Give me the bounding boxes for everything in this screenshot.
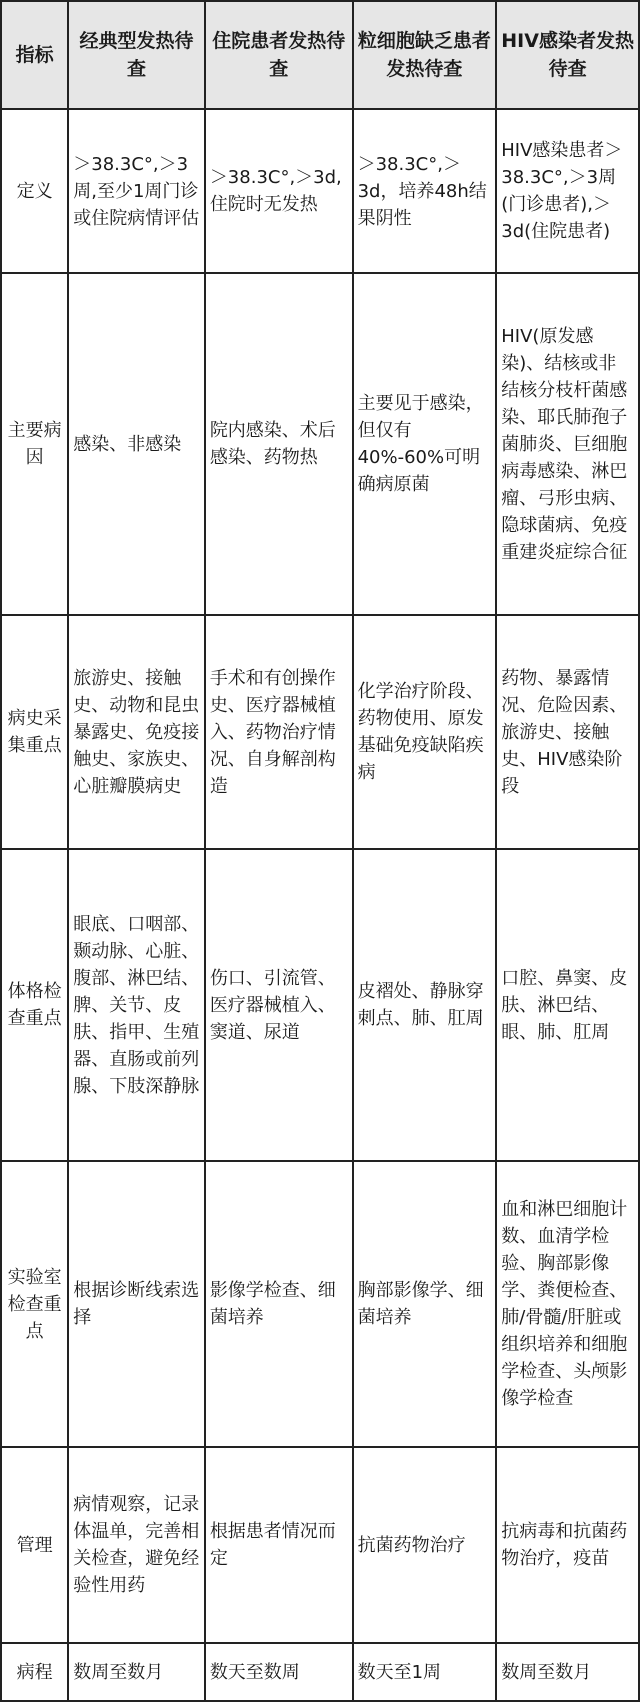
table-cell: 数天至数周 <box>205 1643 353 1701</box>
table-cell: 抗菌药物治疗 <box>353 1447 497 1643</box>
row-label: 病程 <box>1 1643 68 1701</box>
row-label: 实验室检查重点 <box>1 1161 68 1447</box>
table-cell: 感染、非感染 <box>68 273 205 615</box>
table-cell: HIV感染患者＞38.3C°,＞3周(门诊患者),＞3d(住院患者) <box>496 109 639 273</box>
table-cell: 院内感染、术后感染、药物热 <box>205 273 353 615</box>
header-row <box>1 1 639 109</box>
header-classic: 经典型发热待查 <box>68 1 205 109</box>
table-cell: 化学治疗阶段、药物使用、原发基础免疫缺陷疾病 <box>353 615 497 849</box>
row-label: 定义 <box>1 109 68 273</box>
table-row-course <box>1 1643 639 1701</box>
row-label: 病史采集重点 <box>1 615 68 849</box>
table-cell: 伤口、引流管、医疗器械植入、窦道、尿道 <box>205 849 353 1161</box>
table-cell: 血和淋巴细胞计数、血清学检验、胸部影像学、粪便检查、肺/骨髓/肝脏或组织培养和细胞学检查、头颅影像学检查 <box>496 1161 639 1447</box>
table-cell: 主要见于感染，但仅有40%-60%可明确病原菌 <box>353 273 497 615</box>
header-inpatient: 住院患者发热待查 <box>205 1 353 109</box>
table-cell: 抗病毒和抗菌药物治疗，疫苗 <box>496 1447 639 1643</box>
table-cell: ＞38.3C°,＞3周,至少1周门诊或住院病情评估 <box>68 109 205 273</box>
table-cell: 影像学检查、细菌培养 <box>205 1161 353 1447</box>
row-label: 体格检查重点 <box>1 849 68 1161</box>
table-row-definition <box>1 109 639 273</box>
table-cell: 数天至1周 <box>353 1643 497 1701</box>
table-cell: 数周至数月 <box>68 1643 205 1701</box>
table-row-history <box>1 615 639 849</box>
table-cell: 皮褶处、静脉穿刺点、肺、肛周 <box>353 849 497 1161</box>
table-cell: 病情观察，记录体温单，完善相关检查，避免经验性用药 <box>68 1447 205 1643</box>
table-row-main-causes <box>1 273 639 615</box>
table-cell: 旅游史、接触史、动物和昆虫暴露史、免疫接触史、家族史、心脏瓣膜病史 <box>68 615 205 849</box>
table-cell: 根据患者情况而定 <box>205 1447 353 1643</box>
header-indicator: 指标 <box>1 1 68 109</box>
table-cell: 眼底、口咽部、颞动脉、心脏、腹部、淋巴结、脾、关节、皮肤、指甲、生殖器、直肠或前列腺、下肢深静脉 <box>68 849 205 1161</box>
table-cell: 口腔、鼻窦、皮肤、淋巴结、眼、肺、肛周 <box>496 849 639 1161</box>
table-row-physical-exam <box>1 849 639 1161</box>
row-label: 主要病因 <box>1 273 68 615</box>
table-cell: HIV(原发感染)、结核或非结核分枝杆菌感染、耶氏肺孢子菌肺炎、巨细胞病毒感染、淋巴瘤、弓形虫病、隐球菌病、免疫重建炎症综合征 <box>496 273 639 615</box>
table-cell: 药物、暴露情况、危险因素、旅游史、接触史、HIV感染阶段 <box>496 615 639 849</box>
table-cell: 数周至数月 <box>496 1643 639 1701</box>
row-label: 管理 <box>1 1447 68 1643</box>
header-hiv: HIV感染者发热待查 <box>496 1 639 109</box>
table-cell: ＞38.3C°,＞3d，培养48h结果阴性 <box>353 109 497 273</box>
table-cell: 胸部影像学、细菌培养 <box>353 1161 497 1447</box>
header-neutropenic: 粒细胞缺乏患者发热待查 <box>353 1 497 109</box>
table-row-management <box>1 1447 639 1643</box>
table-cell: 手术和有创操作史、医疗器械植入、药物治疗情况、自身解剖构造 <box>205 615 353 849</box>
table-cell: ＞38.3C°,＞3d,住院时无发热 <box>205 109 353 273</box>
table-row-lab-tests <box>1 1161 639 1447</box>
table-cell: 根据诊断线索选择 <box>68 1161 205 1447</box>
